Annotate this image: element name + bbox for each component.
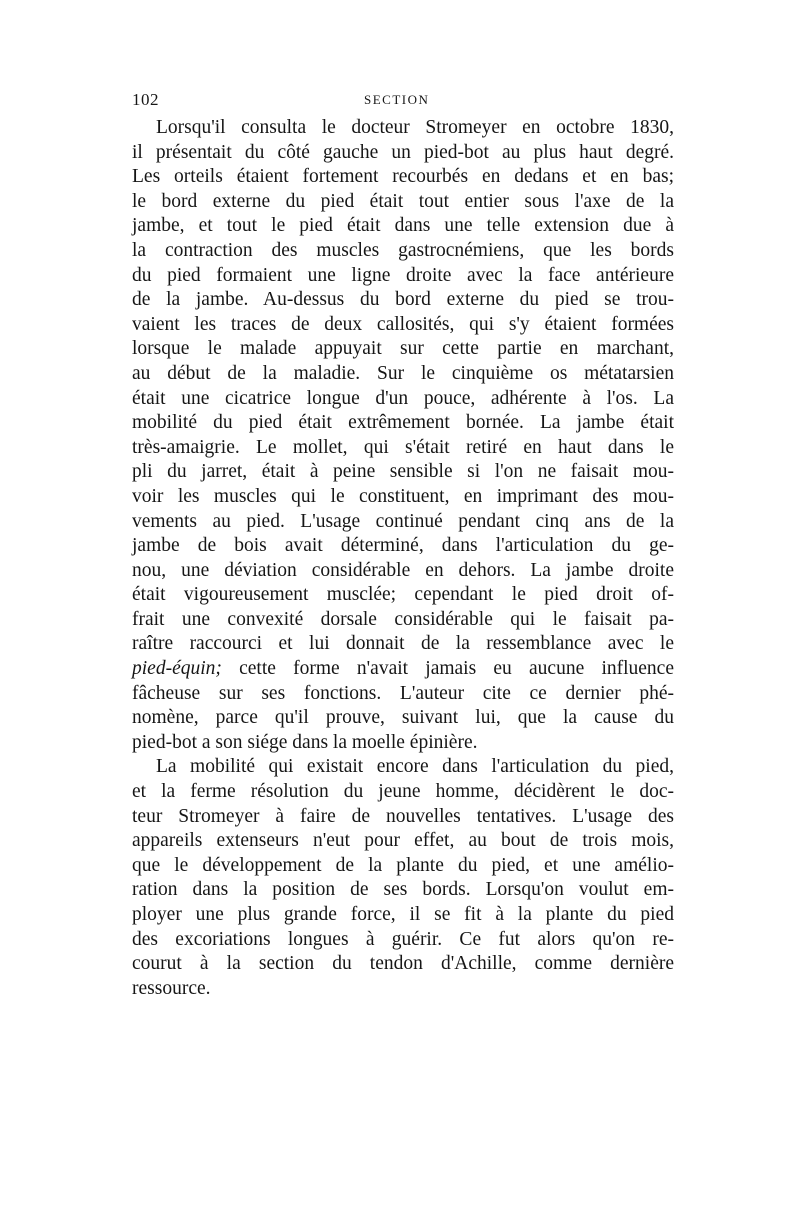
text-line: au début de la maladie. Sur le cinquième os métatarsien [132, 362, 674, 384]
text-line: lorsque le malade appuyait sur cette partie en marchant, [132, 338, 674, 360]
text-line: très-amaigrie. Le mollet, qui s'était retiré en haut dans le [132, 436, 674, 458]
text-line: était une cicatrice longue d'un pouce, adhérente à l'os. La [132, 387, 674, 409]
text-line: et la ferme résolution du jeune homme, décidèrent le doc- [132, 781, 674, 803]
text-line: des excoriations longues à guérir. Ce fut alors qu'on re- [132, 928, 674, 950]
text-line: teur Stromeyer à faire de nouvelles tentatives. L'usage des [132, 805, 674, 827]
text-line: pied-bot a son siége dans la moelle épinière. [132, 731, 478, 753]
text-line: nou, une déviation considérable en dehors. La jambe droite [132, 559, 674, 581]
text-line: mobilité du pied était extrêmement bornée. La jambe était [132, 412, 674, 434]
text-line: frait une convexité dorsale considérable qui le faisait pa- [132, 608, 674, 630]
italic-term: pied-équin; [132, 658, 222, 680]
text-line: de la jambe. Au-dessus du bord externe du pied se trou- [132, 289, 674, 311]
text-line: jambe, et tout le pied était dans une telle extension due à [132, 215, 674, 237]
text-line: Les orteils étaient fortement recourbés en dedans et en bas; [132, 166, 674, 188]
text-line: fâcheuse sur ses fonctions. L'auteur cite ce dernier phé- [132, 682, 674, 704]
text-line-italic [132, 657, 674, 682]
text-line: raître raccourci et lui donnait de la ressemblance avec le [132, 633, 674, 655]
text-line: que le développement de la plante du pied, et une amélio- [132, 854, 674, 876]
text-line: du pied formaient une ligne droite avec la face antérieure [132, 264, 674, 286]
text-line: La mobilité qui existait encore dans l'articulation du pied, [156, 756, 674, 778]
text-line: était vigoureusement musclée; cependant le pied droit of- [132, 584, 674, 606]
text-line: vaient les traces de deux callosités, qui s'y étaient formées [132, 313, 674, 335]
text-line: voir les muscles qui le constituent, en imprimant des mou- [132, 485, 674, 507]
text-line: la contraction des muscles gastrocnémiens, que les bords [132, 239, 674, 261]
text-line: appareils extenseurs n'eut pour effet, au bout de trois mois, [132, 830, 674, 852]
section-title: SECTION [364, 92, 430, 107]
text-line: ration dans la position de ses bords. Lorsqu'on voulut em- [132, 879, 674, 901]
text-line: vements au pied. L'usage continué pendant cinq ans de la [132, 510, 674, 532]
page-number: 102 [132, 90, 159, 109]
text-line: Lorsqu'il consulta le docteur Stromeyer en octobre 1830, [156, 117, 674, 138]
text-line: courut à la section du tendon d'Achille, comme dernière [132, 953, 674, 975]
text-line: nomène, parce qu'il prouve, suivant lui, que la cause du [132, 707, 674, 729]
text-line: ployer une plus grande force, il se fit à la plante du pied [132, 904, 674, 925]
text-line-rest: cette forme n'avait jamais eu aucune influence [221, 658, 674, 680]
text-line: pli du jarret, était à peine sensible si l'on ne faisait mou- [132, 461, 674, 483]
body-text [132, 116, 674, 1001]
text-line: ressource. [132, 977, 211, 999]
text-line: il présentait du côté gauche un pied-bot au plus haut degré. [132, 141, 674, 163]
text-line: jambe de bois avait déterminé, dans l'articulation du ge- [132, 535, 674, 557]
running-head [132, 90, 672, 112]
text-line: le bord externe du pied était tout entier sous l'axe de la [132, 190, 674, 212]
